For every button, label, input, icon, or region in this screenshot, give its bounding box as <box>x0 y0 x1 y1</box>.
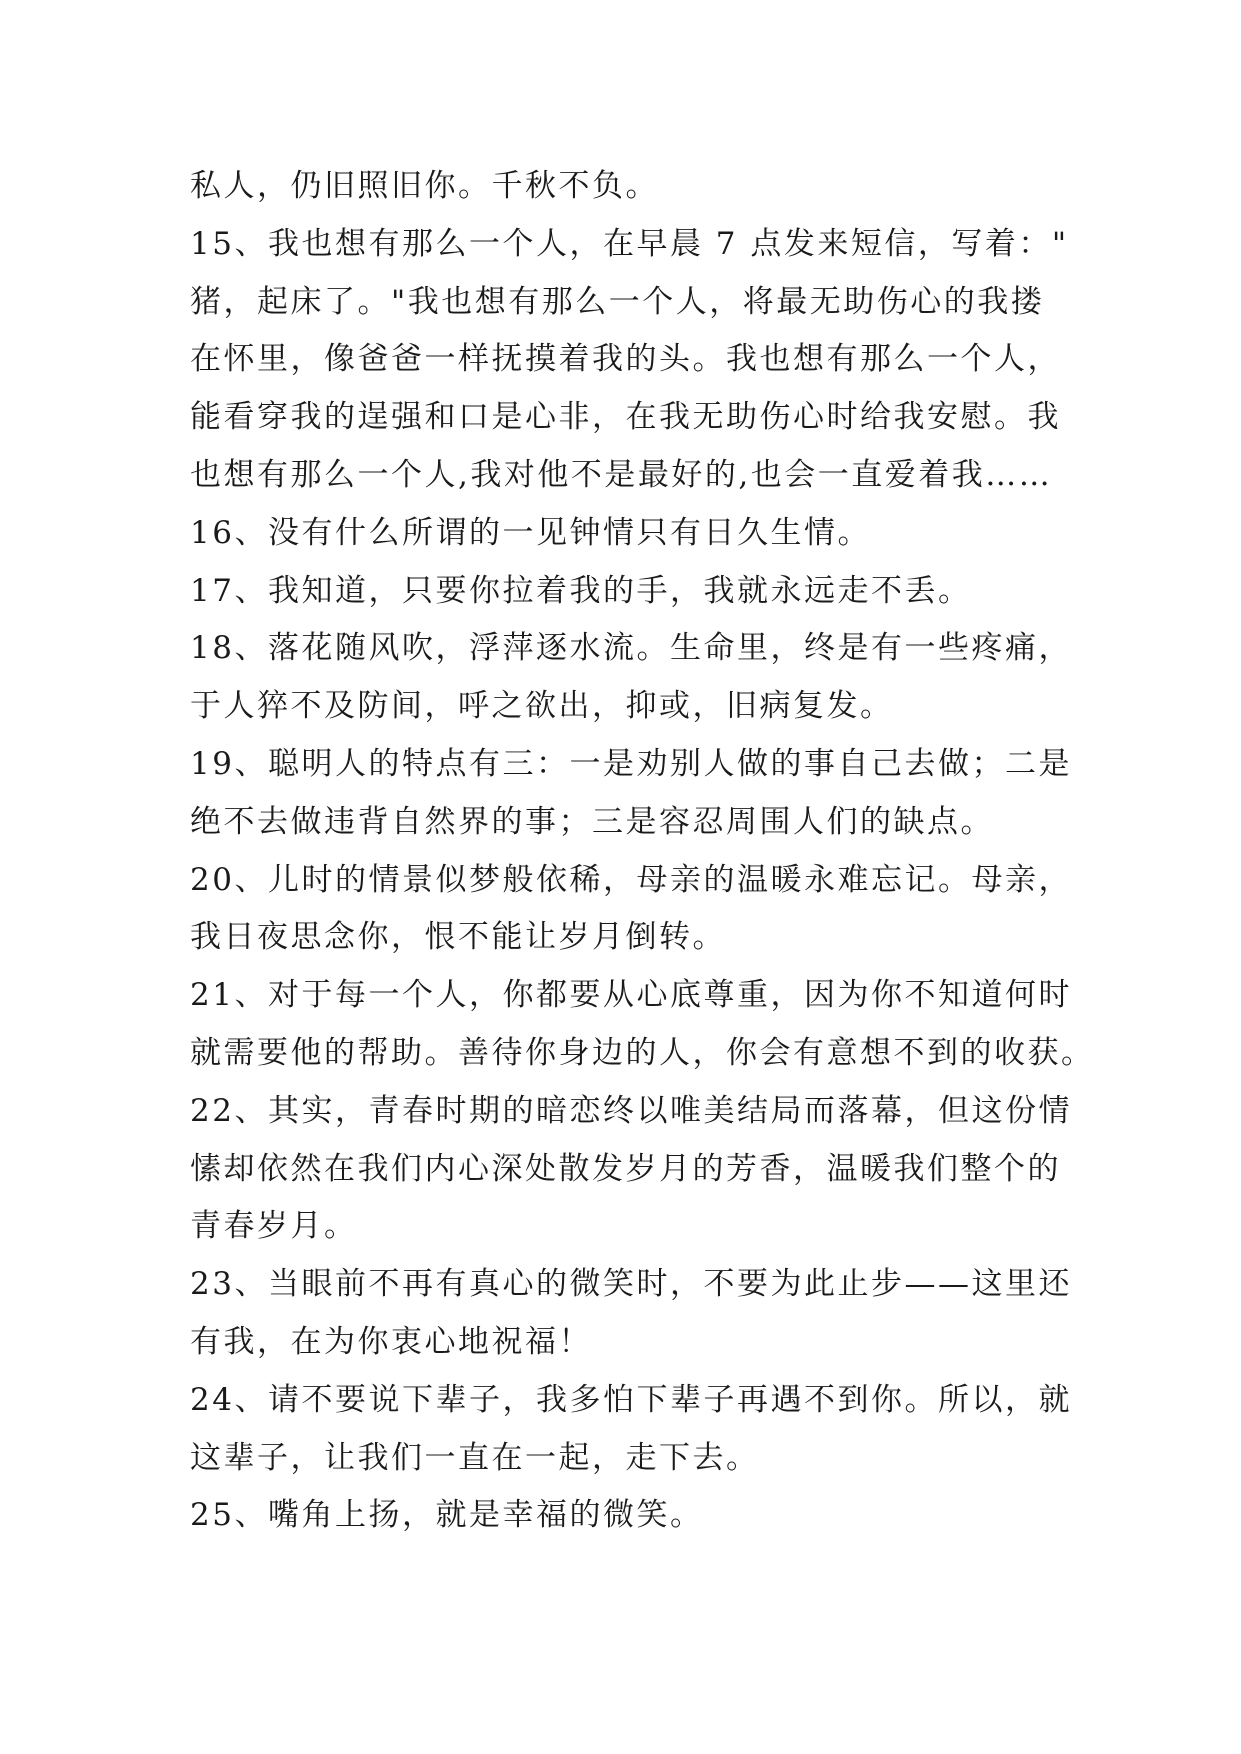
text-line: 私人，仍旧照旧你。千秋不负。 <box>190 168 659 204</box>
text-line: 有我，在为你衷心地祝福！ <box>190 1323 592 1360</box>
text-line: 20、儿时的情景似梦般依稀，母亲的温暖永难忘记。母亲， <box>190 861 1072 898</box>
text-line: 也想有那么一个人,我对他不是最好的,也会一直爱着我…… <box>190 456 1053 493</box>
text-line: 我日夜思念你，恨不能让岁月倒转。 <box>190 919 726 956</box>
text-line: 青春岁月。 <box>190 1208 358 1245</box>
text-line: 18、落花随风吹，浮萍逐水流。生命里，终是有一些疼痛， <box>190 630 1072 667</box>
text-line: 猪，起床了。"我也想有那么一个人，将最无助伤心的我搂 <box>190 283 1045 320</box>
text-line: 15、我也想有那么一个人，在早晨 7 点发来短信，写着：" <box>190 225 1069 262</box>
text-line: 16、没有什么所谓的一见钟情只有日久生情。 <box>190 514 871 551</box>
text-line: 愫却依然在我们内心深处散发岁月的芳香，温暖我们整个的 <box>190 1150 1061 1187</box>
text-line: 23、当眼前不再有真心的微笑时，不要为此止步——这里还 <box>190 1266 1072 1303</box>
text-line: 21、对于每一个人，你都要从心底尊重，因为你不知道何时 <box>190 977 1072 1014</box>
document-body <box>190 158 1095 1545</box>
text-line: 24、请不要说下辈子，我多怕下辈子再遇不到你。所以，就 <box>190 1381 1072 1418</box>
text-line: 这辈子，让我们一直在一起，走下去。 <box>190 1439 760 1476</box>
text-line: 绝不去做违背自然界的事；三是容忍周围人们的缺点。 <box>190 803 994 840</box>
text-line: 22、其实，青春时期的暗恋终以唯美结局而落幕，但这份情 <box>190 1092 1072 1129</box>
text-line: 于人猝不及防间，呼之欲出，抑或，旧病复发。 <box>190 688 894 725</box>
text-line: 25、嘴角上扬，就是幸福的微笑。 <box>190 1497 704 1534</box>
text-line: 在怀里，像爸爸一样抚摸着我的头。我也想有那么一个人， <box>190 341 1061 378</box>
text-line: 19、聪明人的特点有三：一是劝别人做的事自己去做；二是 <box>190 745 1072 782</box>
text-line: 17、我知道，只要你拉着我的手，我就永远走不丢。 <box>190 572 972 609</box>
text-line: 能看穿我的逞强和口是心非，在我无助伤心时给我安慰。我 <box>190 399 1061 436</box>
text-line: 就需要他的帮助。善待你身边的人，你会有意想不到的收获。 <box>190 1034 1095 1071</box>
